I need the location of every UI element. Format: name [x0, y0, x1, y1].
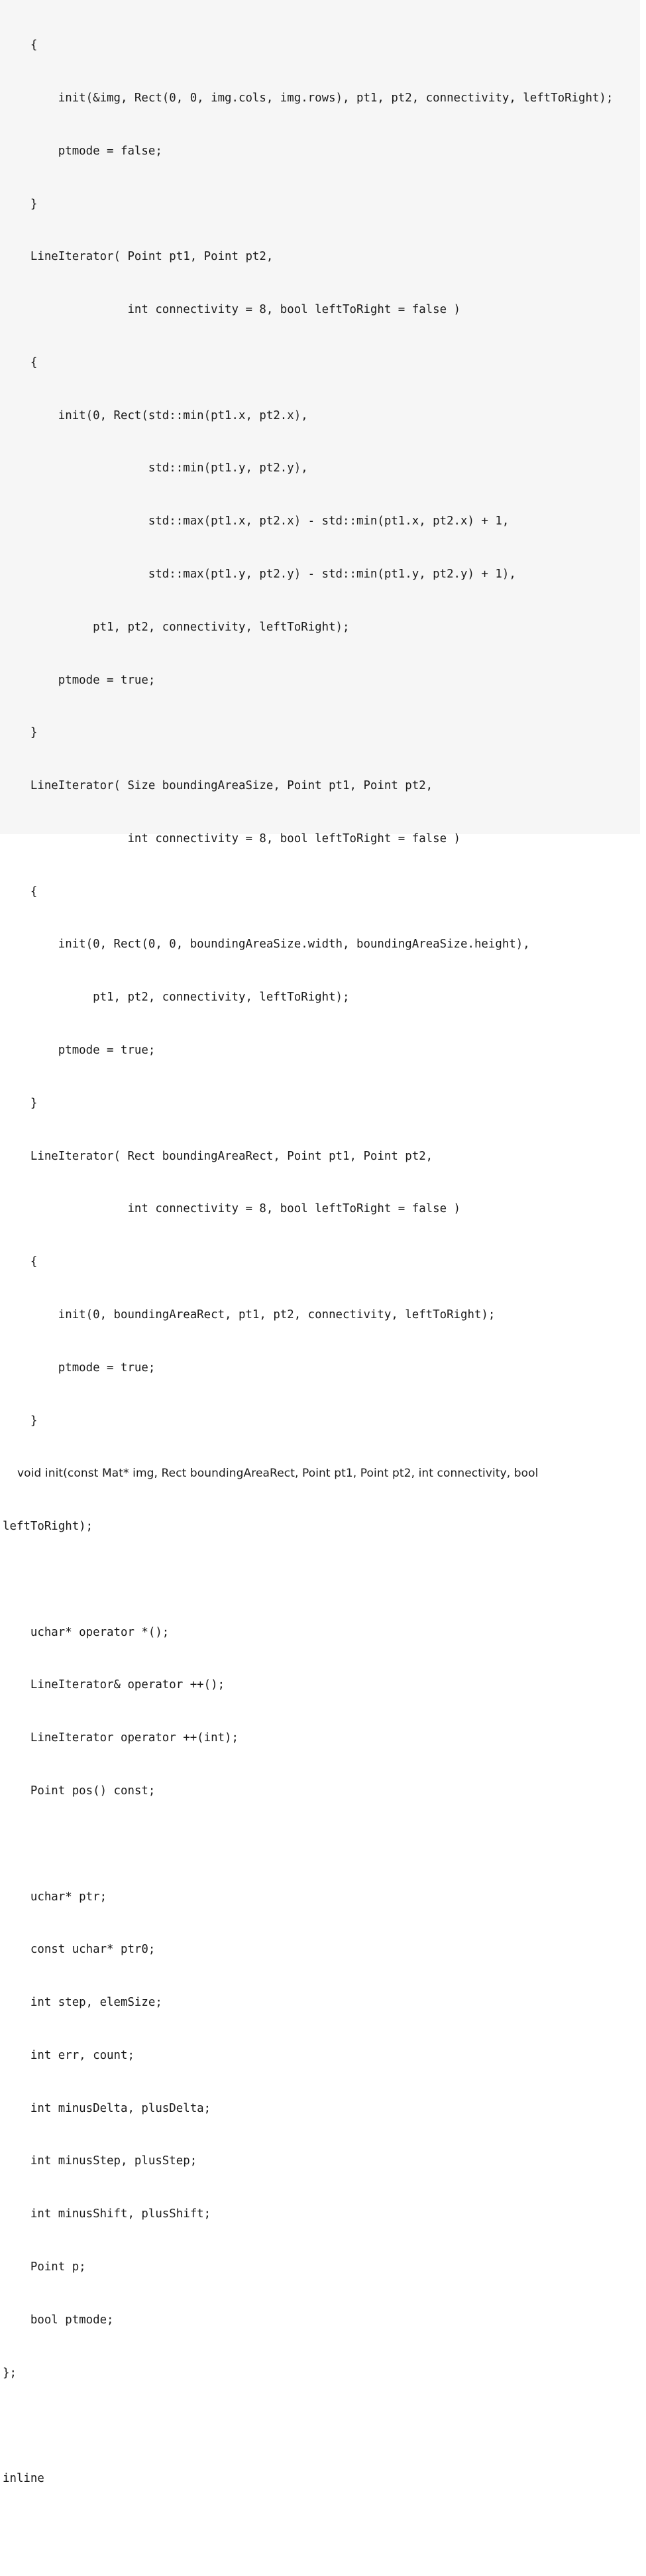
- code-line: LineIterator( Point pt1, Point pt2,: [3, 250, 274, 264]
- code-line: bool ptmode;: [3, 2313, 114, 2327]
- code-line: }: [3, 726, 38, 740]
- code-line: [3, 1571, 613, 1589]
- code-line: leftToRight);: [3, 1520, 93, 1534]
- code-line: {: [3, 355, 38, 369]
- code-line: init(0, boundingAreaRect, pt1, pt2, connectivity, leftToRight);: [3, 1308, 496, 1321]
- code-line: pt1, pt2, connectivity, leftToRight);: [3, 620, 350, 634]
- code-line: std::min(pt1.y, pt2.y),: [3, 461, 308, 475]
- code-line: }: [3, 1414, 38, 1428]
- code-line: }: [3, 1096, 38, 1110]
- code-line: ptmode = true;: [3, 673, 156, 687]
- code-line: std::max(pt1.y, pt2.y) - std::min(pt1.y, pt2.y) + 1),: [3, 568, 516, 581]
- code-line: int minusDelta, plusDelta;: [3, 2101, 211, 2115]
- code-line: [3, 2417, 613, 2435]
- code-line: int minusStep, plusStep;: [3, 2154, 197, 2168]
- code-line: const uchar* ptr0;: [3, 1943, 156, 1957]
- code-line: init(0, Rect(std::min(pt1.x, pt2.x),: [3, 408, 308, 422]
- code-line: int connectivity = 8, bool leftToRight = false ): [3, 1202, 461, 1216]
- code-line: };: [3, 2366, 17, 2380]
- code-line: std::max(pt1.x, pt2.x) - std::min(pt1.x, pt2.x) + 1,: [3, 515, 510, 528]
- code-line: uchar* ptr;: [3, 1890, 107, 1904]
- code-line: int connectivity = 8, bool leftToRight = false ): [3, 303, 461, 317]
- code-line: {: [3, 38, 38, 52]
- code-line: [3, 2523, 613, 2541]
- code-line: Point pos() const;: [3, 1784, 156, 1798]
- code-line: int step, elemSize;: [3, 1996, 162, 2010]
- code-line: [3, 1835, 613, 1853]
- code-line: init(&img, Rect(0, 0, img.cols, img.rows), pt1, pt2, connectivity, leftToRight);: [3, 91, 614, 105]
- code-line: int err, count;: [3, 2048, 135, 2062]
- code-line: LineIterator& operator ++();: [3, 1678, 225, 1692]
- code-line: LineIterator operator ++(int);: [3, 1731, 239, 1745]
- code-line: void init(const Mat* img, Rect boundingAreaRect, Point pt1, Point pt2, int connectivity, bool: [3, 1467, 539, 1481]
- code-line: LineIterator( Rect boundingAreaRect, Point pt1, Point pt2,: [3, 1149, 433, 1163]
- code-line: int connectivity = 8, bool leftToRight = false ): [3, 831, 461, 845]
- code-line: init(0, Rect(0, 0, boundingAreaSize.width, boundingAreaSize.height),: [3, 938, 530, 951]
- code-line: Point p;: [3, 2260, 86, 2274]
- code-listing: [3, 1, 613, 2576]
- code-line: ptmode = true;: [3, 1361, 156, 1375]
- code-line: LineIterator( Size boundingAreaSize, Point pt1, Point pt2,: [3, 779, 433, 793]
- code-line: inline: [3, 2472, 44, 2486]
- code-line: int minusShift, plusShift;: [3, 2207, 211, 2221]
- code-line: {: [3, 1255, 38, 1269]
- code-line: uchar* operator *();: [3, 1625, 170, 1639]
- code-line: ptmode = false;: [3, 144, 162, 158]
- code-line: {: [3, 885, 38, 898]
- code-line: pt1, pt2, connectivity, leftToRight);: [3, 991, 350, 1005]
- code-line: }: [3, 197, 38, 211]
- code-line: ptmode = true;: [3, 1044, 156, 1058]
